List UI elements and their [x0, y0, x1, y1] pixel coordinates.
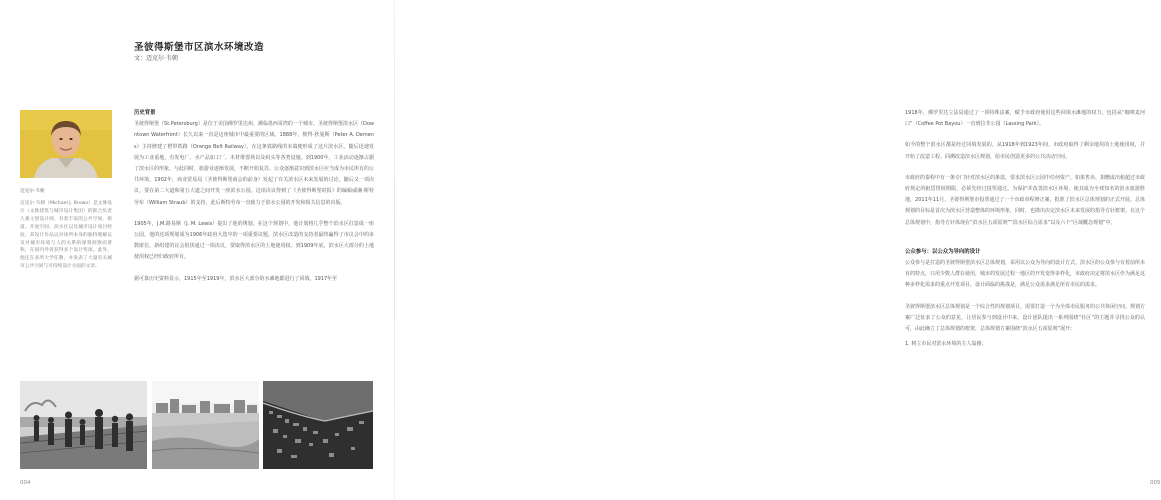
body-paragraph: 如今的整个滨水区都是经过回填发展的。从1918年到1923年间，市政府取得了剩余地块的土地使用权，并开始了改造工程。回溯改造滨水区规划，给市民创造更多的公共活动空间。 — [905, 142, 1145, 160]
body-paragraph: 圣彼得斯堡滨水区总体规划是一个综合性的规划项目，需要打造一个为全体市民服务的公共休闲空间。规划方案广泛征求了公众的意见，让居民参与到设计中来。设计团队提出一系列围绕“社区”的主题并寻找公众的认可，由此确立了总体规划的框架，总体规划方案围绕“滨水区五项原则”展开： — [905, 303, 1146, 333]
article-author: 文：迈克尔·韦朝 — [134, 55, 178, 62]
body-paragraph: 公众参与是打造的圣彼得斯堡滨水区总体规划，采用以公众为导向的设计方式。滨水区的公众参与有着前所未有的特点，只用少数人群在使用，城市的发展过程一地区的开发变得多样化，市政府决定将滨水区作为满足这种多样化需求的重点开发项目。设计面临的挑战是，满足公众需求满足所有市民的需求。 — [905, 260, 1146, 289]
section-spacer — [905, 239, 1145, 247]
author-portrait-photo — [20, 110, 112, 178]
page-number-right: 005 — [1150, 480, 1161, 486]
right-page — [395, 0, 1161, 500]
historic-pier-photo — [20, 381, 147, 469]
body-paragraph: 圣彼得斯堡（St.Petersburg）是位于美国佛罗里达州、濒临墨西哥湾的一个城市。圣彼得斯堡滨水区（Downtown Waterfront）长久以来一直是这座城市中最重要的区域。1888年，彼得·狄曼斯（Peter A. Demens）主持修建了橙带铁路（Orange Belt Railway），在这条铁路线的末端便形成了这片滨水区。随后迅速发展为工业重地，有发电厂、水产品加工厂、木材堆置场以及码头等各类设施。到1900年，工业活动逐渐占据了滨水区的形象，与此同时，旅游业逐渐发展，不断开始复苏。公众逐渐意识到滨水区应当成为市民所有的公共环境。1902年，商业贸易局（圣彼得斯堡商会的前身）发起了有关滨水区未来发展的讨论，随后又一项决议，要在第二大道和第五大道之间开发一座滨水公园。这项决议得到了《圣彼得斯堡时报》的编辑威廉·斯特劳布（William Straub）的支持，此后斯特劳布一直致力于滨水公园的开发和相关信息的出版。 — [134, 121, 375, 206]
body-paragraph: 1918年，佛罗里达立法局通过了一项特殊法案，赋予市政府使用这些回填水滩地的权力，包括从“咖啡麦河口”（Coffee Pot Bayou）一直到拉莘公园（Lassing Park）。 — [905, 110, 1145, 128]
section-heading-public-participation: 公众参与：以公众为导向的设计 — [905, 248, 981, 255]
body-paragraph: 1905年，J.M.路易斯（J. M. Lewis）提出了他的规划。在这个规划中，他计划将几乎整个滨水区打造成一座公园，他的这项规划成为1906年政府大选中的一项重要议题。滨水区改造的支持者最终赢得了市议会中的多数席位，新组建的议会很快通过一项决议，要取得滨水区的土地使用权。到1909年底，滨水区大部分的土地使用权已经归政府所有。 — [134, 220, 374, 261]
page-number-left: 004 — [20, 480, 31, 486]
author-photo-caption: 迈克尔·韦朝 — [20, 189, 45, 194]
body-paragraph: 市政府的秦程中有一条专门针对滨水区的条款，要求滨水区公园中任何资产，如果售卖、捐赠或出租超过市政府规定的租赁授权期限，必须先经过投票通过。为保护并改善滨水区环境，使其成为全球知名的滨水旅游胜地，2011年11月，圣彼得斯堡市投票通过了一个市政章程修正案，批准了滨水区总体规划的正式开展。总体规划的目标是首次为滨水区营造整体的环境形象，同时，也勘出决定滨水区未来发展的指导方针框架。在这个总体规划中，指导方针体现在“滨水区五项原则”“滨水区综合需求”以及六个“区域概念规划”中。 — [905, 174, 1146, 226]
historic-aerial-photo — [263, 381, 373, 469]
article-title: 圣彼得斯堡市区滨水环境改造 — [134, 42, 265, 53]
right-text-column — [905, 108, 1145, 360]
list-item: 1. 树立市民对滨水环境的主人翁感； — [905, 341, 987, 348]
author-bio: 迈克尔·韦朝（Michael J. Brown）是文脉设计（文脉建筑与城市设计集团）的联合负责人兼主创设计师，有着丰富的公共空间、街道、开放空间、滨水区以及城市设计项目经验。其设计作品以对场所本身的独特理解以及对城市环境与人的关系的深刻洞察而著称，在国内外曾获得多个设计奖项。此外，他还在多所大学任教，并发表了大量有关城市公共空间与可持续设计方面的文章。 — [20, 201, 112, 270]
section-heading-history: 历史背景 — [134, 110, 156, 116]
left-page — [0, 0, 395, 500]
historic-shoreline-photo — [152, 381, 259, 469]
body-paragraph: 据可靠历史资料显示，1915年至1919年，滨水区大部分的水滩地都进行了回填。1917年至 — [134, 275, 338, 282]
left-text-column — [134, 108, 374, 295]
